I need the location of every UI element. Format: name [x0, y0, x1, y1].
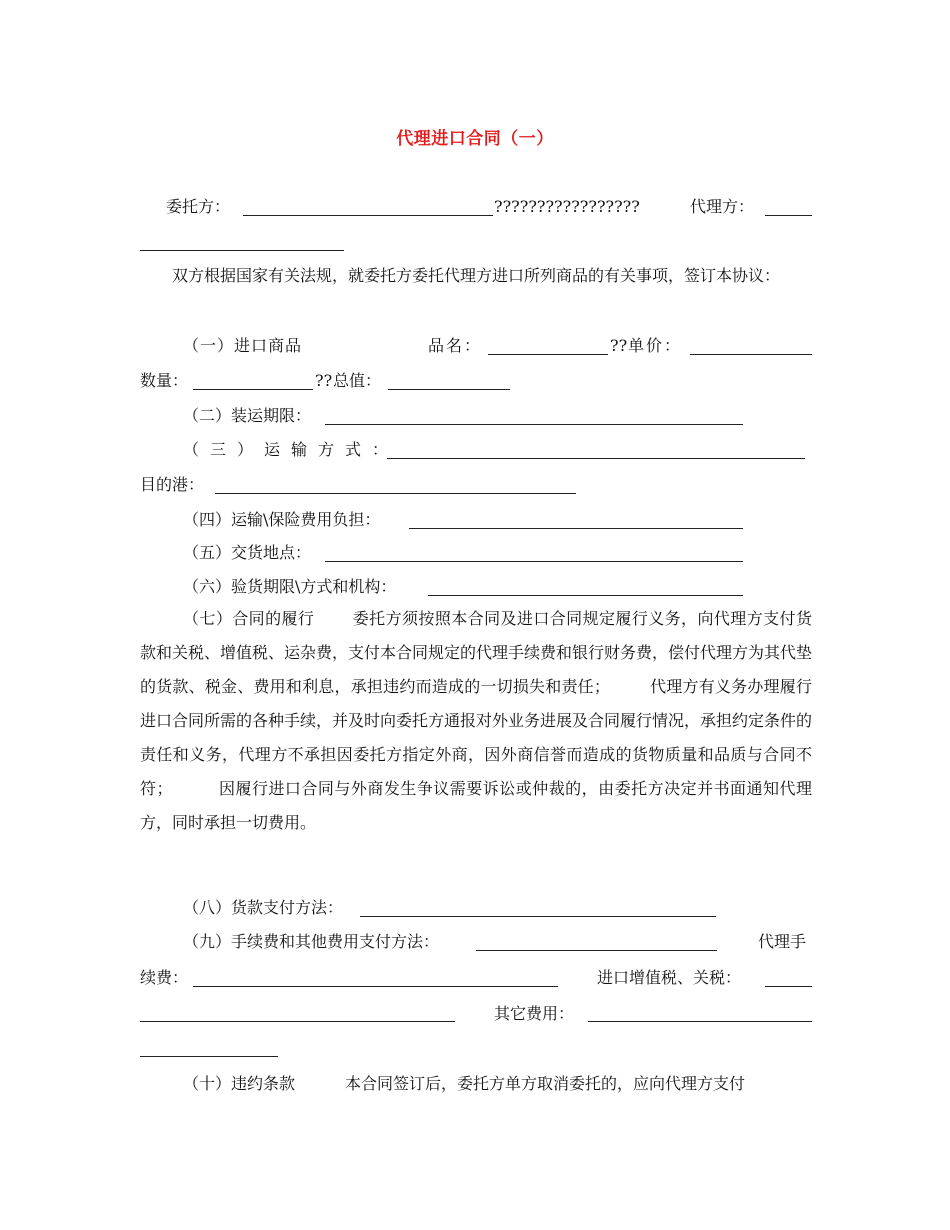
item9-agency-fee-label-b: 续费：	[140, 968, 189, 987]
agent-blank-1	[765, 215, 812, 216]
item2-blank	[325, 424, 743, 425]
item1-unit-price-blank	[690, 354, 812, 355]
item1-qty-blank	[193, 389, 313, 390]
item9-other-blank-2	[140, 1056, 278, 1057]
agent-blank-2	[140, 250, 344, 251]
item9-label: （九）手续费和其他费用支付方法：	[183, 932, 440, 951]
item4-label: （四）运输\保险费用负担：	[183, 510, 381, 529]
item1-qq2: ??	[315, 371, 333, 390]
item1-label: （一）进口商品	[183, 336, 303, 355]
item2-label: （二）装运期限：	[183, 406, 312, 425]
item5-blank	[325, 561, 743, 562]
item3-label: （三）运输方式：	[183, 440, 400, 459]
item3-blank	[387, 458, 805, 459]
item6-blank	[428, 595, 743, 596]
agent-label: 代理方：	[690, 197, 755, 216]
intro-paragraph: 双方根据国家有关法规，就委托方委托代理方进口所列商品的有关事项，签订本协议：	[172, 266, 781, 285]
placeholder-question-marks: ?????????????????	[494, 197, 640, 216]
item9-blank	[476, 950, 717, 951]
item8-blank	[360, 916, 716, 917]
item1-qty-label: 数量：	[140, 371, 189, 390]
item10-text: 本合同签订后，委托方单方取消委托的，应向代理方支付	[345, 1074, 746, 1093]
item3-port-label: 目的港：	[140, 475, 205, 494]
item9-agency-fee-blank	[193, 986, 558, 987]
item7-part3: 因履行进口合同与外商发生争议需要诉讼或仲裁的，由委托方决定并书面通知代理方，同时承担一切费用。	[140, 779, 812, 832]
item4-blank	[409, 528, 743, 529]
item7-part1: 委托方须按照本合同及进口合同规定履行义务，向代理方支付货款和关税、增值税、运杂费，支付本合同规定的代理手续费和银行财务费，偿付代理方为其代垫的货款、税金、费用和利息，承担违约而造成的一切损失和责任；	[140, 609, 813, 696]
item6-label: （六）验货期限\方式和机构：	[183, 577, 397, 596]
item3-port-blank	[215, 493, 576, 494]
item1-total-label: 总值：	[333, 371, 382, 390]
document-title: 代理进口合同（一）	[396, 129, 554, 149]
item1-qq1: ??	[610, 336, 628, 355]
item9-agency-fee-label-a: 代理手	[758, 932, 807, 951]
item1-name-label: 品名：	[428, 336, 483, 355]
item7-part2: 代理方有义务办理履行进口合同所需的各种手续，并及时向委托方通报对外业务进展及合同履行情况，承担约定条件的责任和义务，代理方不承担因委托方指定外商，因外商信誉而造成的货物质量和品质与合同不符；	[140, 677, 813, 798]
item9-vat-blank-2	[140, 1021, 455, 1022]
item1-unit-price-label: 单价：	[628, 336, 683, 355]
item7-paragraph	[140, 602, 812, 840]
item7-head: （七）合同的履行	[183, 609, 315, 628]
item5-label: （五）交货地点：	[183, 543, 312, 562]
item9-vat-blank-1	[765, 986, 812, 987]
item9-other-blank-1	[588, 1021, 812, 1022]
item9-vat-label: 进口增值税、关税：	[597, 968, 742, 987]
item10-head: （十）违约条款	[183, 1074, 296, 1093]
item8-label: （八）货款支付方法：	[183, 898, 344, 917]
item1-name-blank	[488, 354, 608, 355]
item9-other-label: 其它费用：	[494, 1004, 575, 1023]
principal-label: 委托方：	[166, 197, 231, 216]
item1-total-blank	[388, 389, 510, 390]
principal-blank	[243, 215, 493, 216]
